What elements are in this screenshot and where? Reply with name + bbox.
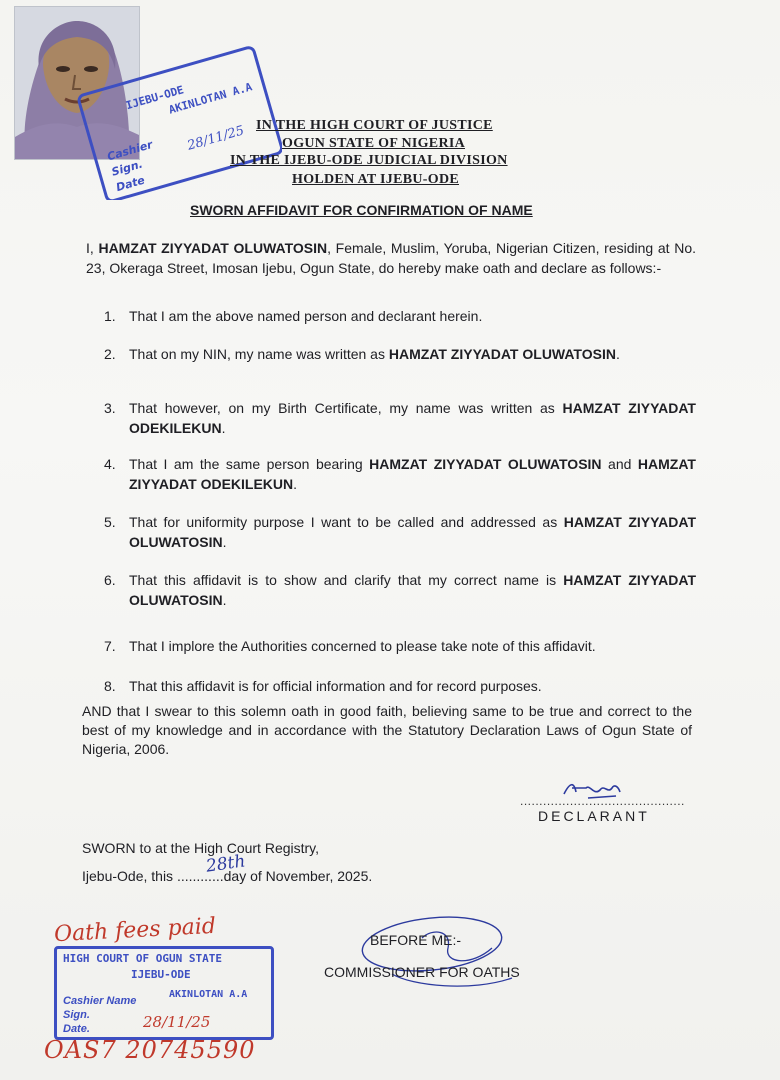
deponent-name: HAMZAT ZIYYADAT OLUWATOSIN — [98, 240, 328, 256]
registry-stamp-bottom — [54, 946, 274, 1040]
intro-paragraph — [86, 238, 696, 278]
registry-stamp-top — [72, 40, 282, 200]
top-stamp-hand-date: 28/11/25 — [185, 123, 246, 154]
bottom-stamp-hand-date: 28/11/25 — [143, 1013, 211, 1031]
top-stamp-date: Date — [114, 173, 147, 195]
list-item — [104, 398, 696, 438]
declarant-signature-line: ........................................... — [520, 794, 685, 808]
list-item — [104, 306, 696, 326]
header-line-4: HOLDEN AT IJEBU-ODE — [292, 172, 459, 187]
declarant-label: DECLARANT — [538, 808, 650, 824]
item-number: 6. — [104, 572, 116, 588]
receipt-number: OAS7 20745590 — [44, 1036, 256, 1064]
item-number: 5. — [104, 514, 116, 530]
list-item — [104, 454, 696, 494]
header-line-1: IN THE HIGH COURT OF JUSTICE — [256, 118, 493, 133]
list-item — [104, 344, 696, 364]
item-number: 4. — [104, 456, 116, 472]
item-number: 8. — [104, 678, 116, 694]
list-item — [104, 570, 696, 610]
affidavit-title: SWORN AFFIDAVIT FOR CONFIRMATION OF NAME — [190, 202, 533, 218]
commissioner-label: COMMISSIONER FOR OATHS — [324, 964, 520, 980]
item-number: 1. — [104, 308, 116, 324]
top-stamp-sign: Sign. — [110, 157, 145, 179]
item-text: That I am the above named person and declarant herein. — [129, 308, 483, 324]
item-text: That however, on my Birth Certificate, my name was written as HAMZAT ZIYYADAT ODEKILEKUN. — [129, 400, 696, 436]
intro-rest: , Female, Muslim, Yoruba, Nigerian Citizen, residing at No. 23, Okeraga Street, Imosan Ijebu, Ogun State, do hereby make oath and declare as follows:- — [86, 240, 696, 276]
handwritten-day: 28th — [204, 851, 247, 877]
top-stamp-cashier: Cashier — [105, 138, 155, 164]
sworn-line-2: Ijebu-Ode, this ............day of November, 2025. — [82, 868, 373, 884]
item-text: That this affidavit is to show and clarify that my correct name is HAMZAT ZIYYADAT OLUWATOSIN. — [129, 572, 697, 608]
bottom-stamp-line2: IJEBU-ODE — [131, 968, 191, 981]
bottom-stamp-line1: HIGH COURT OF OGUN STATE — [63, 952, 222, 965]
item-text: That I am the same person bearing HAMZAT ZIYYADAT OLUWATOSIN and HAMZAT ZIYYADAT ODEKILEKUN. — [129, 456, 696, 492]
oath-fees-note: Oath fees paid — [53, 913, 217, 948]
intro-prefix: I, — [86, 240, 99, 256]
bottom-stamp-date: Date. — [63, 1023, 90, 1035]
item-text: That I implore the Authorities concerned to please take note of this affidavit. — [129, 638, 596, 654]
before-me-label: BEFORE ME:- — [370, 932, 462, 948]
list-item — [104, 676, 696, 696]
sworn-line-1: SWORN to at the High Court Registry, — [82, 840, 320, 856]
item-text: That on my NIN, my name was written as HAMZAT ZIYYADAT OLUWATOSIN. — [129, 346, 620, 362]
top-stamp-line2: AKINLOTAN A.A — [167, 80, 254, 117]
commissioner-scribble — [352, 908, 572, 998]
item-text: That for uniformity purpose I want to be called and addressed as HAMZAT ZIYYADAT OLUWATOSIN. — [129, 514, 696, 550]
item-number: 7. — [104, 638, 116, 654]
list-item — [104, 636, 696, 656]
item-text: That this affidavit is for official information and for record purposes. — [129, 678, 542, 694]
top-stamp-line1: IJEBU-ODE — [124, 83, 186, 113]
item-number: 2. — [104, 346, 116, 362]
bottom-stamp-cashier: Cashier Name — [63, 995, 137, 1007]
list-item — [104, 512, 696, 552]
header-line-3: IN THE IJEBU-ODE JUDICIAL DIVISION — [230, 153, 508, 168]
header-line-2: OGUN STATE OF NIGERIA — [282, 136, 466, 151]
bottom-stamp-cashier-name: AKINLOTAN A.A — [169, 989, 248, 1000]
bottom-stamp-sign: Sign. — [63, 1009, 90, 1021]
closing-paragraph: AND that I swear to this solemn oath in good faith, believing same to be true and correct to the best of my knowledge and in accordance with the Statutory Declaration Laws of Ogun State of Nigeria, 2006. — [82, 703, 692, 757]
item-number: 3. — [104, 400, 116, 416]
